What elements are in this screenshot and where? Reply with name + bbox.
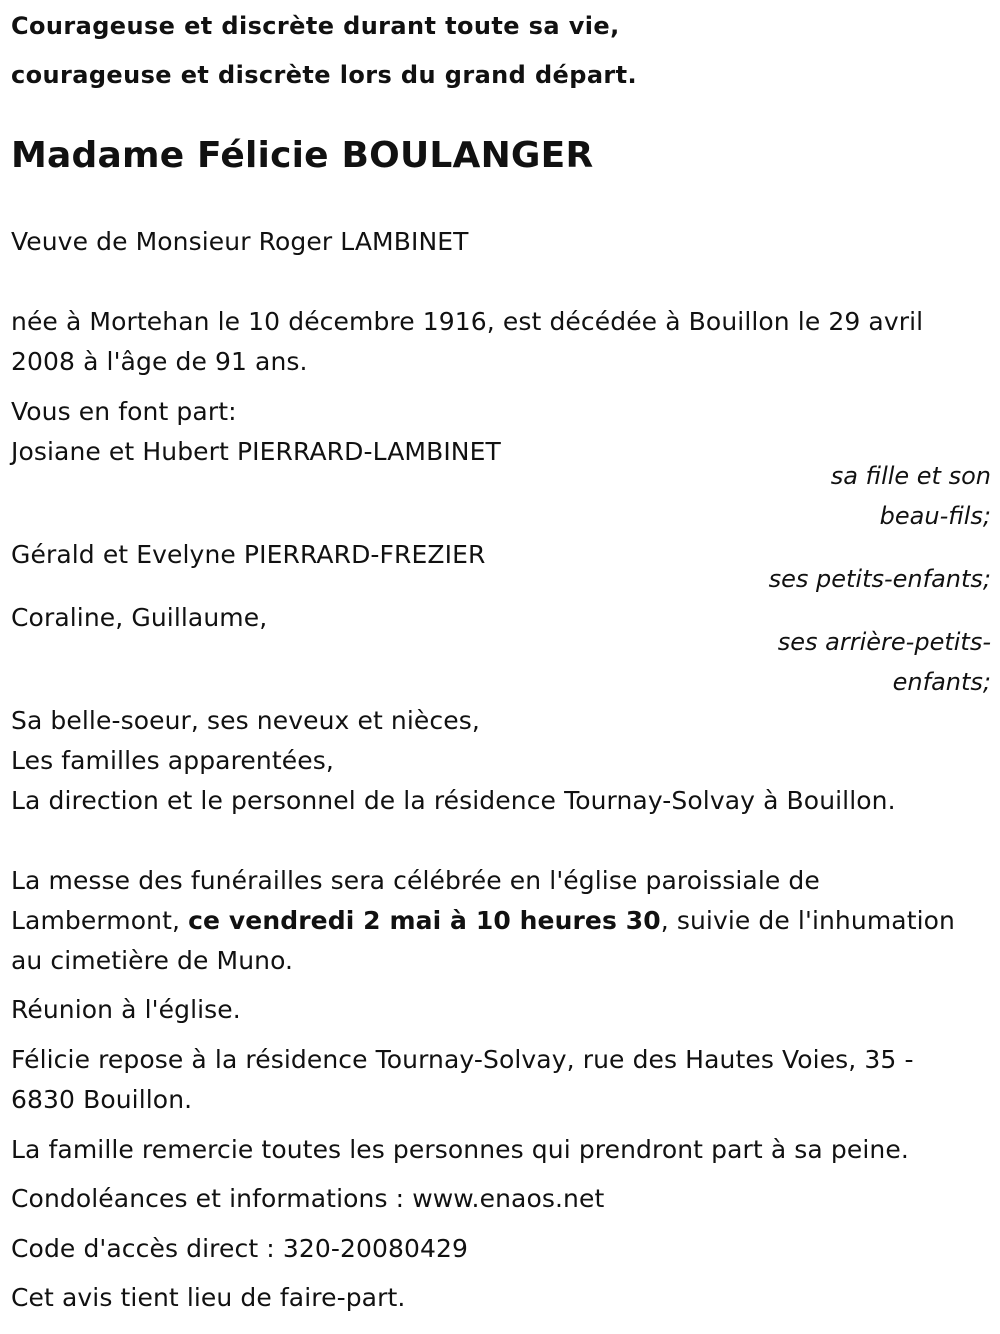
- access-code: Code d'accès direct : 320-20080429: [11, 1234, 469, 1263]
- others-line-2: Les familles apparentées,: [11, 746, 334, 775]
- family-names-2: Gérald et Evelyne PIERRARD-FREZIER: [11, 540, 486, 569]
- others-line-3: La direction et le personnel de la résidence Tournay-Solvay à Bouillon.: [11, 786, 896, 815]
- widow-of: Veuve de Monsieur Roger LAMBINET: [11, 227, 469, 256]
- thanks: La famille remercie toutes les personnes qui prendront part à sa peine.: [11, 1135, 909, 1164]
- condolences: Condoléances et informations : www.enaos.net: [11, 1184, 605, 1213]
- resting-place-line-1: Félicie repose à la résidence Tournay-Solvay, rue des Hautes Voies, 35 -: [11, 1045, 914, 1074]
- family-relation-2: ses petits-enfants;: [768, 565, 991, 593]
- announcement-intro: Vous en font part:: [11, 397, 237, 426]
- birth-death-line-2: 2008 à l'âge de 91 ans.: [11, 347, 308, 376]
- closing: Cet avis tient lieu de faire-part.: [11, 1283, 406, 1312]
- resting-place-line-2: 6830 Bouillon.: [11, 1085, 193, 1114]
- funeral-line-3: au cimetière de Muno.: [11, 946, 294, 975]
- funeral-datetime: ce vendredi 2 mai à 10 heures 30: [188, 906, 661, 935]
- funeral-line-2: [11, 901, 955, 941]
- funeral-place: Lambermont,: [11, 906, 189, 935]
- others-line-1: Sa belle-soeur, ses neveux et nièces,: [11, 706, 480, 735]
- funeral-line-1: La messe des funérailles sera célébrée en l'église paroissiale de: [11, 866, 820, 895]
- family-relation-1a: sa fille et son: [830, 462, 991, 490]
- family-relation-3a: ses arrière-petits-: [777, 628, 991, 656]
- funeral-burial: , suivie de l'inhumation: [660, 906, 955, 935]
- family-names-1: Josiane et Hubert PIERRARD-LAMBINET: [11, 437, 501, 466]
- epigraph-line-2: courageuse et discrète lors du grand départ.: [11, 61, 638, 89]
- deceased-name: Madame Félicie BOULANGER: [11, 135, 594, 176]
- family-relation-3b: enfants;: [892, 668, 991, 696]
- family-relation-1b: beau-fils;: [879, 502, 991, 530]
- birth-death-line-1: née à Mortehan le 10 décembre 1916, est décédée à Bouillon le 29 avril: [11, 307, 924, 336]
- family-names-3: Coraline, Guillaume,: [11, 603, 268, 632]
- meeting: Réunion à l'église.: [11, 995, 241, 1024]
- epigraph-line-1: Courageuse et discrète durant toute sa vie,: [11, 12, 620, 40]
